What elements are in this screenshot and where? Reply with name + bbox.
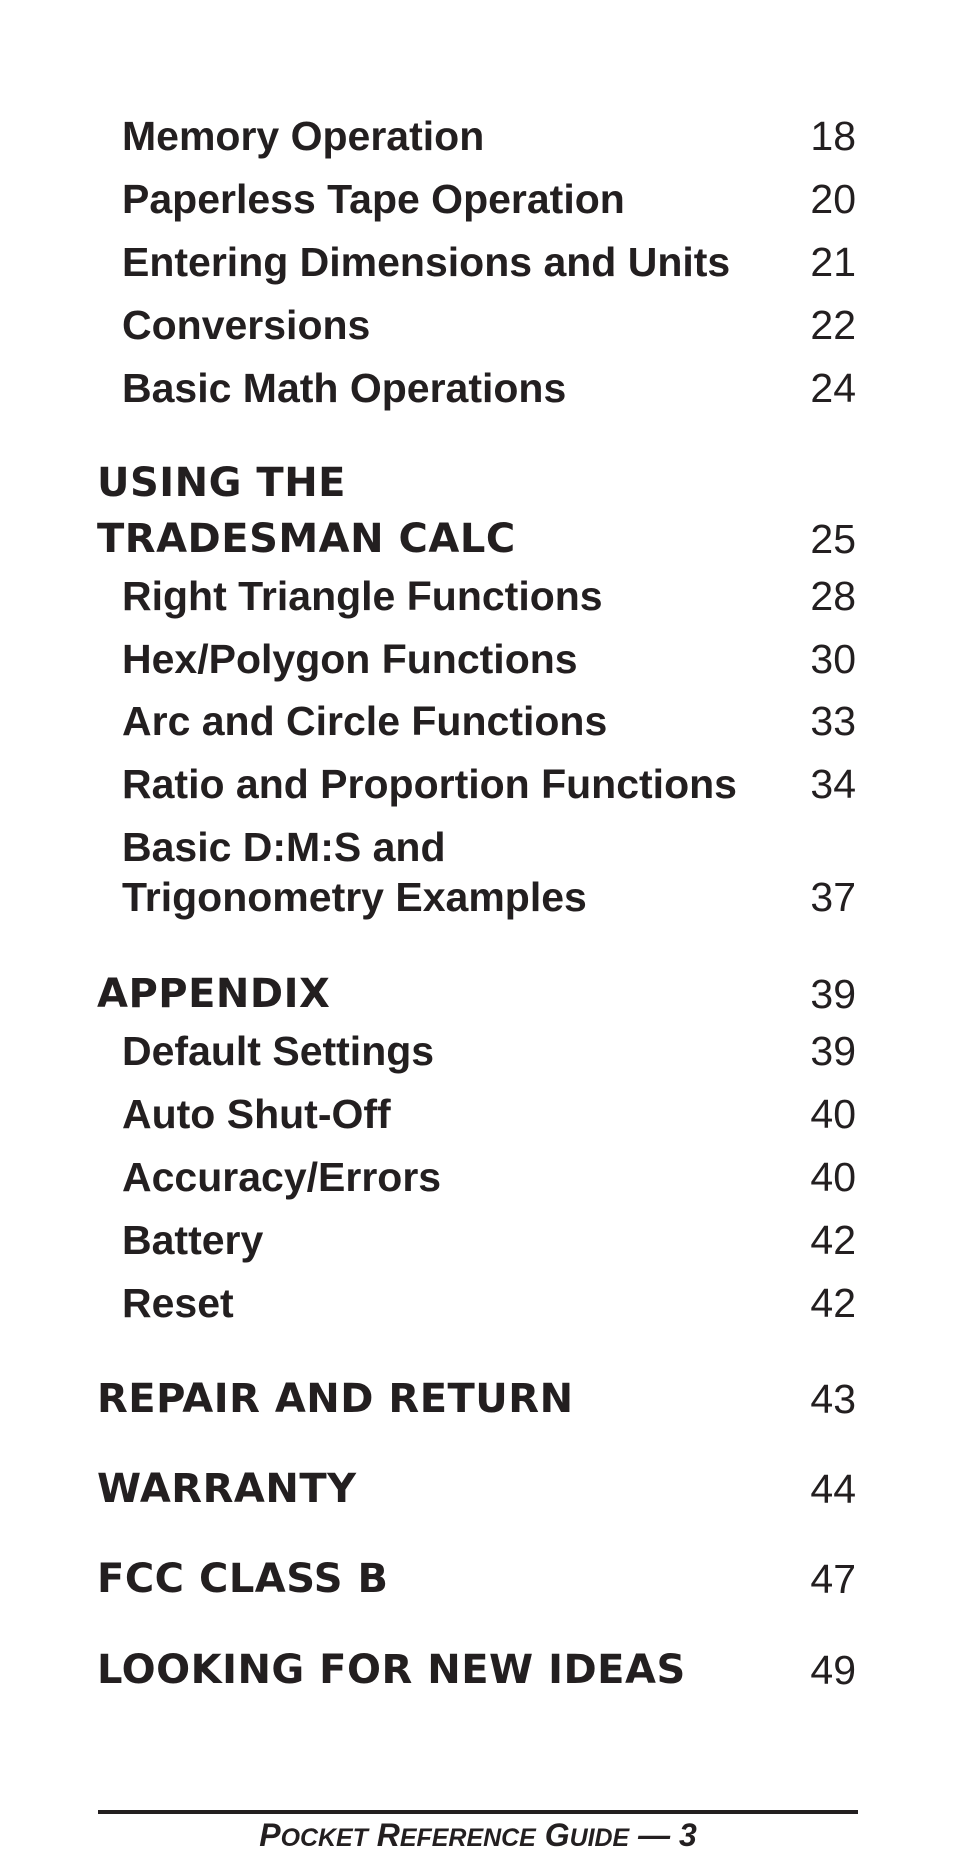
toc-entry-label-line2: Trigonometry Examples (122, 874, 587, 920)
toc-page-number: 39 (810, 971, 856, 1017)
toc-entry-label: Basic Math Operations (122, 365, 567, 411)
toc-page-number: 33 (810, 698, 856, 744)
toc-page-number: 37 (810, 874, 856, 920)
footer-word-1-cap: P (259, 1817, 281, 1853)
toc-entry-label: Accuracy/Errors (122, 1154, 442, 1200)
toc-entry-label: Reset (122, 1280, 234, 1326)
page-footer (98, 1817, 858, 1854)
toc-entry-label: Arc and Circle Functions (122, 698, 608, 744)
toc-section-label: LOOKING FOR NEW IDEAS (97, 1647, 686, 1693)
toc-page-number: 22 (810, 302, 856, 348)
toc-page-number: 28 (810, 573, 856, 619)
footer-word-3-cap: G (544, 1817, 570, 1853)
footer-word-3-rest: UIDE (569, 1824, 630, 1852)
toc-page-number: 49 (810, 1647, 856, 1693)
toc-page-number: 24 (810, 365, 856, 411)
toc-entry-label: Hex/Polygon Functions (122, 636, 578, 682)
toc-page-number: 40 (810, 1091, 856, 1137)
toc-section-label: APPENDIX (97, 971, 331, 1017)
toc-entry-label: Paperless Tape Operation (122, 176, 625, 222)
toc-page-number: 43 (810, 1376, 856, 1422)
toc-page-number: 42 (810, 1280, 856, 1326)
toc-section-label: REPAIR AND RETURN (97, 1376, 574, 1422)
toc-page-number: 34 (810, 761, 856, 807)
toc-page-number: 42 (810, 1217, 856, 1263)
footer-word-2-rest: EFERENCE (399, 1824, 536, 1852)
toc-page-number: 21 (810, 239, 856, 285)
footer-word-1-rest: OCKET (280, 1824, 368, 1852)
toc-page-number: 25 (810, 516, 856, 562)
toc-page-number: 30 (810, 636, 856, 682)
toc-section-label: FCC CLASS B (97, 1556, 389, 1602)
footer-rule (98, 1810, 858, 1814)
toc-entry-label: Battery (122, 1217, 264, 1263)
toc-entry-label: Memory Operation (122, 113, 485, 159)
toc-entry-label: Auto Shut-Off (122, 1091, 391, 1137)
footer-word-2-cap: R (376, 1817, 400, 1853)
footer-dash: — (638, 1817, 671, 1853)
toc-section-label-line1: USING THE (97, 460, 346, 506)
footer-page-number: 3 (678, 1817, 697, 1853)
toc-entry-label: Entering Dimensions and Units (122, 239, 731, 285)
toc-page-number: 20 (810, 176, 856, 222)
toc-page-number: 47 (810, 1556, 856, 1602)
toc-entry-label: Default Settings (122, 1028, 435, 1074)
toc-page-number: 44 (810, 1466, 856, 1512)
toc-page-number: 39 (810, 1028, 856, 1074)
toc-section-label-line2: TRADESMAN CALC (97, 516, 516, 562)
toc-page-number: 18 (810, 113, 856, 159)
toc-section-label: WARRANTY (97, 1466, 357, 1512)
toc-entry-label-line1: Basic D:M:S and (122, 824, 446, 870)
toc-entry-label: Conversions (122, 302, 371, 348)
toc-page-number: 40 (810, 1154, 856, 1200)
toc-entry-label: Ratio and Proportion Functions (122, 761, 737, 807)
toc-entry-label: Right Triangle Functions (122, 573, 603, 619)
